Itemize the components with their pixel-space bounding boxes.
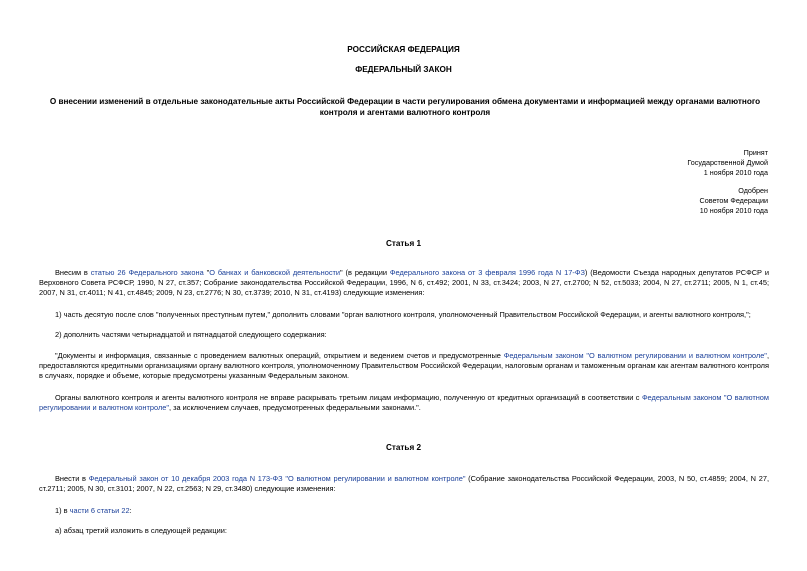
article-2-heading: Статья 2 — [385, 443, 422, 452]
text-fragment: " — [203, 268, 210, 277]
article-2-paragraph-2 — [39, 506, 769, 516]
text-fragment: " (в редакции — [340, 268, 390, 277]
law-type-heading: ФЕДЕРАЛЬНЫЙ ЗАКОН — [355, 65, 452, 74]
text-fragment: 1) в — [55, 506, 70, 515]
link-currency-law[interactable]: Федеральным законом "О валютном регулировании и валютном контроле" — [503, 351, 767, 360]
link-banks-law[interactable]: О банках и банковской деятельности — [209, 268, 341, 277]
adoption-block-duma — [687, 148, 768, 178]
article-1-paragraph-3: 2) дополнить частями четырнадцатой и пятнадцатой следующего содержания: — [55, 330, 327, 339]
article-1-paragraph-1 — [39, 268, 769, 298]
text-fragment: , предоставляются кредитными организациями органу валютного контроля, уполномоченному Правительством Российской Федерации, налоговым органам и таможенным органам как агентам валютного контроля в случаях, порядке и объеме, которые предусмотрены указанным Федеральным законом. — [39, 351, 769, 380]
article-1-paragraph-2: 1) часть десятую после слов "полученных преступным путем," дополнить словами "орган валютного контроля, уполномоченный Правительством Российской Федерации, и агенты валютного контроля,"; — [55, 310, 751, 319]
text-fragment: Внесим в — [55, 268, 91, 277]
article-1-heading: Статья 1 — [385, 239, 422, 248]
adoption-date: 10 ноября 2010 года — [699, 206, 768, 215]
text-fragment: "Документы и информация, связанные с проведением валютных операций, открытием и ведением счетов и предусмотренные — [55, 351, 504, 360]
adoption-line: Государственной Думой — [687, 158, 768, 167]
text-fragment: Внести в — [55, 474, 89, 483]
text-fragment: Органы валютного контроля и агенты валютного контроля не вправе раскрывать третьим лицам информацию, полученную от кредитных организаций в соответствии с — [55, 393, 642, 402]
adoption-date: 1 ноября 2010 года — [703, 168, 768, 177]
link-currency-law[interactable]: Федеральным законом "О валютном регулировании и валютном контроле" — [39, 393, 769, 412]
article-2-paragraph-3: а) абзац третий изложить в следующей редакции: — [55, 526, 227, 535]
text-fragment: (Собрание законодательства Российской Федерации, 2003, N 50, ст.4859; 2004, N 27, ст.2711; 2005, N 30, ст.3101; 2007, N 22, ст.2563; N 29, ст.3480) следующие изменения: — [39, 474, 770, 493]
link-part-6-article-22[interactable]: части 6 статьи 22 — [69, 506, 130, 515]
link-article-26[interactable]: статью 26 Федерального закона — [90, 268, 204, 277]
adoption-line: Советом Федерации — [699, 196, 768, 205]
text-fragment: : — [129, 506, 132, 515]
country-heading: РОССИЙСКАЯ ФЕДЕРАЦИЯ — [347, 45, 460, 54]
link-law-17fz[interactable]: Федерального закона от 3 февраля 1996 года N 17-ФЗ — [389, 268, 585, 277]
article-1-paragraph-5 — [39, 393, 769, 413]
text-fragment: ) (Ведомости Съезда народных депутатов РСФСР и Верховного Совета РСФСР, 1990, N 27, ст.357; Собрание законодательства Российской Федерации, 1996, N 6, ст.492; 2001, N 33, ст.3424; 2003, N 27, ст.2700; N 52, ст.5033; 2004, N 27, ст.2711; 2005, N 1, ст.45; 2007, N 31, ст.4011; N 41, ст.4845; 2009, N 23, ст.2776; N 30, ст.3739; 2010, N 31, ст.4193) следующие изменения: — [39, 268, 769, 297]
link-law-173fz[interactable]: Федеральный закон от 10 декабря 2003 года N 173-ФЗ "О валютном регулировании и валютном контроле" — [88, 474, 466, 483]
adoption-block-council — [700, 186, 768, 216]
article-1-paragraph-4 — [39, 351, 769, 381]
law-title: О внесении изменений в отдельные законодательные акты Российской Федерации в части регулирования обмена документами и информацией между органами валютного контроля и агентами валютного контроля — [49, 97, 761, 117]
article-2-paragraph-1 — [39, 474, 769, 494]
text-fragment: , за исключением случаев, предусмотренных федеральными законами.". — [169, 403, 421, 412]
adoption-line: Принят — [743, 148, 768, 157]
adoption-line: Одобрен — [738, 186, 768, 195]
